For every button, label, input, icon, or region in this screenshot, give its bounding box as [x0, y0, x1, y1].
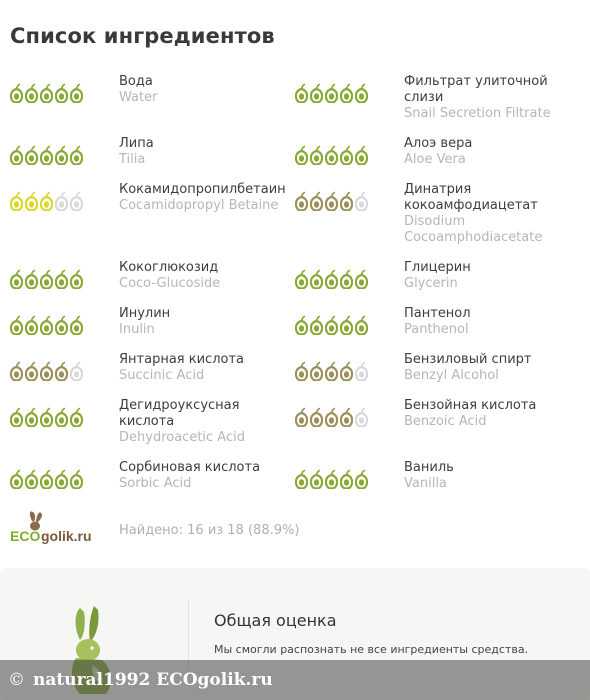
ingredient-rating: [295, 466, 368, 492]
ingredient-latin-name: Snail Secretion Filtrate: [404, 106, 551, 121]
summary-title: Общая оценка: [214, 611, 337, 630]
rating-drop-icon: [355, 469, 368, 489]
ingredient-latin-name: Aloe Vera: [404, 152, 466, 167]
rating-drop-icon: [55, 361, 68, 381]
rating-drop-icon: [325, 469, 338, 489]
ingredient-latin-name: Panthenol: [404, 322, 469, 337]
ingredient-name[interactable]: Дегидроуксусная кислота: [119, 398, 240, 429]
rating-drop-icon: [295, 315, 308, 335]
ingredient-name[interactable]: Динатрия кокоамфодиацетат: [404, 182, 538, 213]
ingredient-item[interactable]: [285, 180, 590, 258]
ingredient-name[interactable]: Глицерин: [404, 260, 471, 275]
ingredient-name[interactable]: Инулин: [119, 306, 171, 321]
ingredient-latin-name: Water: [119, 90, 158, 105]
rating-drop-icon: [310, 83, 323, 103]
rating-drop-icon: [340, 315, 353, 335]
logo-golik-text: golik.ru: [41, 528, 92, 544]
rating-drop-icon: [355, 145, 368, 165]
logo-eco-text: ECO: [10, 528, 41, 544]
ingredient-rating: [10, 142, 83, 168]
rating-drop-icon: [295, 145, 308, 165]
ingredient-name[interactable]: Янтарная кислота: [119, 352, 244, 367]
rating-drop-icon: [10, 315, 23, 335]
rating-drop-icon: [55, 469, 68, 489]
rating-drop-icon: [10, 361, 23, 381]
rating-drop-icon: [25, 407, 38, 427]
rating-drop-icon: [355, 191, 368, 211]
rating-drop-icon: [40, 145, 53, 165]
ingredient-item[interactable]: [0, 396, 285, 458]
ingredient-name[interactable]: Бензиловый спирт: [404, 352, 532, 367]
rating-drop-icon: [340, 407, 353, 427]
rating-drop-icon: [10, 191, 23, 211]
ingredient-latin-name: Tilia: [119, 152, 146, 167]
rating-drop-icon: [295, 361, 308, 381]
ingredient-latin-name: Inulin: [119, 322, 155, 337]
rating-drop-icon: [295, 469, 308, 489]
rating-drop-icon: [55, 269, 68, 289]
ingredient-item[interactable]: [285, 350, 590, 396]
rating-drop-icon: [70, 361, 83, 381]
rating-drop-icon: [25, 191, 38, 211]
rating-drop-icon: [25, 269, 38, 289]
rating-drop-icon: [40, 361, 53, 381]
copyright-symbol: ©: [8, 670, 25, 690]
ingredient-latin-name: Succinic Acid: [119, 368, 205, 383]
ingredient-rating: [10, 80, 83, 106]
rating-drop-icon: [10, 407, 23, 427]
rating-drop-icon: [340, 469, 353, 489]
rating-drop-icon: [340, 269, 353, 289]
ingredient-item[interactable]: [285, 258, 590, 304]
ingredient-latin-name: Vanilla: [404, 476, 447, 491]
rating-drop-icon: [25, 315, 38, 335]
rating-drop-icon: [40, 315, 53, 335]
rating-drop-icon: [40, 469, 53, 489]
rating-drop-icon: [40, 191, 53, 211]
rating-drop-icon: [355, 269, 368, 289]
watermark: [0, 660, 590, 700]
rating-drop-icon: [325, 361, 338, 381]
ingredient-name[interactable]: Фильтрат улиточной слизи: [404, 74, 548, 105]
ingredient-name[interactable]: Алоэ вера: [404, 136, 473, 151]
rating-drop-icon: [340, 361, 353, 381]
ingredient-latin-name: Coco-Glucoside: [119, 276, 221, 291]
rating-drop-icon: [325, 315, 338, 335]
summary-text: Мы смогли распознать не все ингредиенты средства.: [214, 643, 529, 656]
ecogolik-logo[interactable]: [10, 507, 105, 549]
ingredient-item[interactable]: [285, 72, 590, 134]
rating-drop-icon: [25, 83, 38, 103]
rating-drop-icon: [310, 269, 323, 289]
rating-drop-icon: [325, 407, 338, 427]
rating-drop-icon: [70, 191, 83, 211]
rating-drop-icon: [310, 407, 323, 427]
rating-drop-icon: [325, 83, 338, 103]
rating-drop-icon: [355, 315, 368, 335]
ingredient-item[interactable]: [0, 304, 285, 350]
rating-drop-icon: [40, 269, 53, 289]
rating-drop-icon: [355, 83, 368, 103]
rating-drop-icon: [310, 191, 323, 211]
rating-drop-icon: [70, 145, 83, 165]
ingredient-item[interactable]: [0, 72, 285, 134]
rating-drop-icon: [10, 145, 23, 165]
rating-drop-icon: [70, 83, 83, 103]
ingredient-item[interactable]: [0, 458, 285, 504]
rating-drop-icon: [10, 469, 23, 489]
rating-drop-icon: [310, 361, 323, 381]
ingredient-item[interactable]: [285, 396, 590, 458]
rating-drop-icon: [340, 83, 353, 103]
ingredient-latin-name: Benzyl Alcohol: [404, 368, 499, 383]
ingredient-rating: [295, 188, 368, 214]
found-count: Найдено: 16 из 18 (88.9%): [119, 523, 300, 538]
rating-drop-icon: [70, 407, 83, 427]
rating-drop-icon: [40, 83, 53, 103]
rating-drop-icon: [295, 269, 308, 289]
rating-drop-icon: [55, 191, 68, 211]
rating-drop-icon: [70, 315, 83, 335]
ingredient-rating: [10, 266, 83, 292]
rating-drop-icon: [295, 83, 308, 103]
ingredient-rating: [295, 358, 368, 384]
ingredient-rating: [295, 266, 368, 292]
rating-drop-icon: [10, 83, 23, 103]
ingredient-name[interactable]: Липа: [119, 136, 154, 151]
ingredient-name[interactable]: Вода: [119, 74, 153, 89]
rating-drop-icon: [310, 469, 323, 489]
ingredient-rating: [10, 312, 83, 338]
watermark-text: natural1992 ECOgolik.ru: [33, 670, 273, 690]
ingredient-name[interactable]: Кокоглюкозид: [119, 260, 219, 275]
rating-drop-icon: [70, 469, 83, 489]
ingredient-rating: [10, 188, 83, 214]
rating-drop-icon: [25, 145, 38, 165]
rating-drop-icon: [70, 269, 83, 289]
rating-drop-icon: [325, 269, 338, 289]
ingredient-item[interactable]: [285, 134, 590, 180]
rating-drop-icon: [55, 83, 68, 103]
ingredient-item[interactable]: [0, 350, 285, 396]
rating-drop-icon: [55, 145, 68, 165]
rating-drop-icon: [340, 191, 353, 211]
ingredient-name[interactable]: Кокамидопропилбетаин: [119, 182, 286, 197]
ingredient-latin-name: Dehydroacetic Acid: [119, 430, 245, 445]
ingredient-rating: [10, 358, 83, 384]
rating-drop-icon: [355, 361, 368, 381]
ingredient-latin-name: Sorbic Acid: [119, 476, 192, 491]
rating-drop-icon: [325, 145, 338, 165]
ingredient-item[interactable]: [0, 180, 285, 258]
ingredient-rating: [10, 404, 83, 430]
ingredient-list: [0, 72, 590, 504]
ingredient-rating: [295, 142, 368, 168]
ingredient-name[interactable]: Пантенол: [404, 306, 471, 321]
ingredient-rating: [295, 80, 368, 106]
rating-drop-icon: [325, 191, 338, 211]
ingredient-latin-name: Disodium Cocoamphodiacetate: [404, 214, 543, 245]
ingredient-name[interactable]: Сорбиновая кислота: [119, 460, 261, 475]
ingredient-name[interactable]: Бензойная кислота: [404, 398, 537, 413]
rating-drop-icon: [25, 469, 38, 489]
rating-drop-icon: [340, 145, 353, 165]
rating-drop-icon: [295, 407, 308, 427]
ingredient-rating: [295, 312, 368, 338]
ingredient-item[interactable]: [0, 134, 285, 180]
rating-drop-icon: [25, 361, 38, 381]
rating-drop-icon: [310, 145, 323, 165]
ingredient-latin-name: Glycerin: [404, 276, 458, 291]
ingredient-latin-name: Benzoic Acid: [404, 414, 487, 429]
page-title: Список ингредиентов: [10, 24, 275, 48]
ingredient-rating: [10, 466, 83, 492]
ingredient-item[interactable]: [285, 304, 590, 350]
rating-drop-icon: [40, 407, 53, 427]
ingredient-rating: [295, 404, 368, 430]
rating-drop-icon: [310, 315, 323, 335]
ingredient-name[interactable]: Ваниль: [404, 460, 454, 475]
rating-drop-icon: [355, 407, 368, 427]
rating-drop-icon: [55, 315, 68, 335]
rating-drop-icon: [55, 407, 68, 427]
ingredient-item[interactable]: [0, 258, 285, 304]
ingredient-item[interactable]: [285, 458, 590, 504]
rating-drop-icon: [295, 191, 308, 211]
ingredient-latin-name: Cocamidopropyl Betaine: [119, 198, 279, 213]
rating-drop-icon: [10, 269, 23, 289]
